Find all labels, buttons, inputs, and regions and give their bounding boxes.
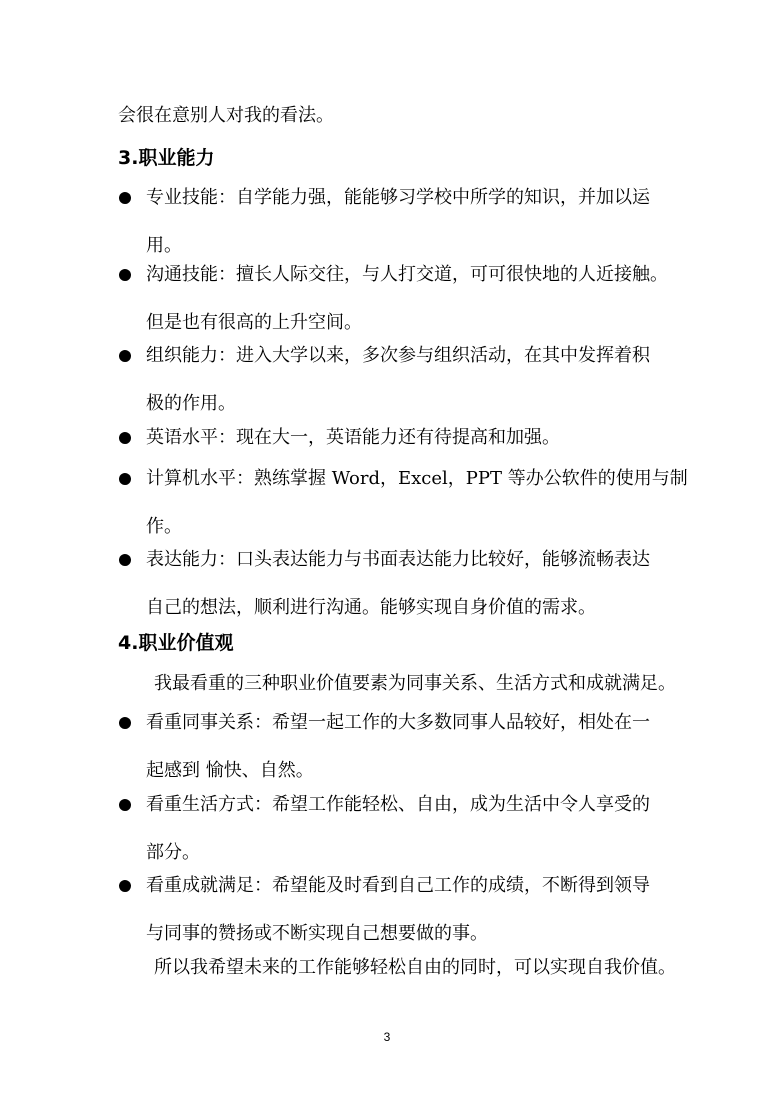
bullet-icon	[119, 350, 131, 362]
page-number: 3	[383, 1030, 391, 1044]
list-item-text: 看重成就满足：希望能及时看到自己工作的成绩，不断得到领导 与同事的赞扬或不断实现自己想要做的事。	[146, 875, 650, 944]
list-item-text: 看重生活方式：希望工作能轻松、自由，成为生活中令人享受的 部分。	[146, 794, 650, 863]
conclusion-text: 所以我希望未来的工作能够轻松自由的同时，可以实现自我价值。	[154, 957, 676, 978]
bullet-icon	[119, 269, 131, 281]
list-item-text: 沟通技能：擅长人际交往，与人打交道，可可很快地的人近接触。 但是也有很高的上升空间。	[146, 264, 668, 333]
list-item-text: 英语水平：现在大一，英语能力还有待提高和加强。	[146, 427, 560, 448]
bullet-icon	[119, 473, 131, 485]
list-item-text: 专业技能：自学能力强，能能够习学校中所学的知识，并加以运 用。	[146, 187, 650, 256]
continuation-text: 会很在意别人对我的看法。	[118, 105, 334, 126]
bullet-icon	[119, 192, 131, 204]
section-4-intro: 我最看重的三种职业价值要素为同事关系、生活方式和成就满足。	[154, 673, 676, 694]
list-item-text: 计算机水平：熟练掌握 Word，Excel，PPT 等办公软件的使用与制 作。	[146, 468, 688, 537]
section-3-heading: 3.职业能力	[118, 147, 215, 169]
bullet-icon	[119, 432, 131, 444]
bullet-icon	[119, 554, 131, 566]
list-item-text: 看重同事关系：希望一起工作的大多数同事人品较好，相处在一 起感到 愉快、自然。	[146, 712, 650, 781]
list-item-text: 表达能力：口头表达能力与书面表达能力比较好，能够流畅表达 自己的想法，顺利进行沟通。能够实现自身价值的需求。	[146, 549, 650, 618]
bullet-icon	[119, 799, 131, 811]
section-4-heading: 4.职业价值观	[118, 632, 234, 654]
bullet-icon	[119, 717, 131, 729]
list-item-text: 组织能力：进入大学以来，多次参与组织活动，在其中发挥着积 极的作用。	[146, 345, 650, 414]
bullet-icon	[119, 880, 131, 892]
